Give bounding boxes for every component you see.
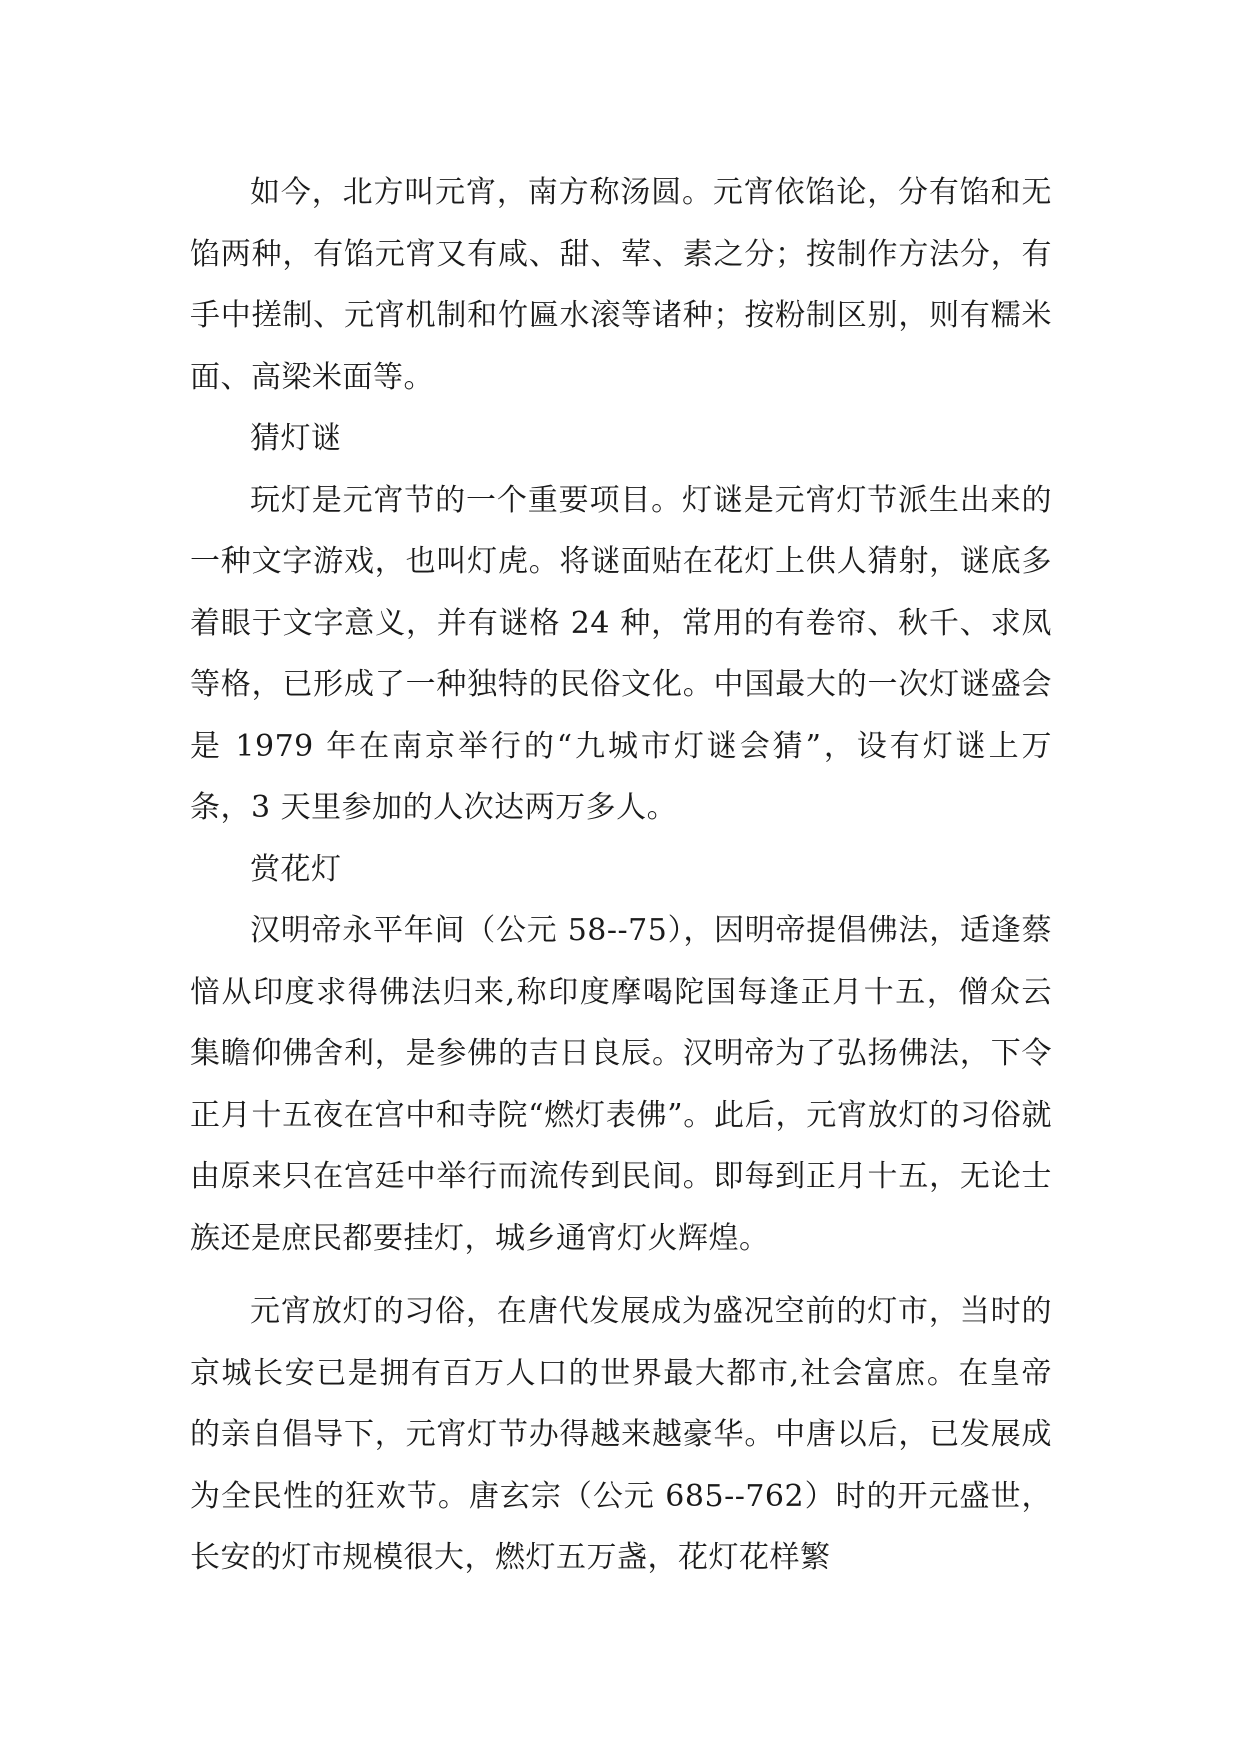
section-heading-viewing-lanterns: 赏花灯 [250,851,342,887]
section-heading-lantern-riddles: 猜灯谜 [250,421,342,456]
document-body [190,162,1052,1589]
paragraph-tang-dynasty: 元宵放灯的习俗，在唐代发展成为盛况空前的灯市，当时的京城长安已是拥有百万人口的世界最大都市,社会富庶。在皇帝的亲自倡导下，元宵灯节办得越来越豪华。中唐以后，已发展成为全民性的狂欢节。唐玄宗（公元 685--762）时的开元盛世，长安的灯市规模很大，燃灯五万盏，花灯花样繁 [190,1294,1052,1575]
paragraph-han-mingdi: 汉明帝永平年间（公元 58--75），因明帝提倡佛法，适逢蔡愔从印度求得佛法归来,称印度摩喝陀国每逢正月十五，僧众云集瞻仰佛舍利，是参佛的吉日良辰。汉明帝为了弘扬佛法，下令正月十五夜在宫中和寺院“燃灯表佛”。此后，元宵放灯的习俗就由原来只在宫廷中举行而流传到民间。即每到正月十五，无论士族还是庶民都要挂灯，城乡通宵灯火辉煌。 [190,913,1052,1256]
paragraph-yuanxiao-types: 如今，北方叫元宵，南方称汤圆。元宵依馅论，分有馅和无馅两种，有馅元宵又有咸、甜、荤、素之分；按制作方法分，有手中搓制、元宵机制和竹匾水滚等诸种；按粉制区别，则有糯米面、高梁米面等。 [190,175,1052,395]
paragraph-lantern-riddles: 玩灯是元宵节的一个重要项目。灯谜是元宵灯节派生出来的一种文字游戏，也叫灯虎。将谜面贴在花灯上供人猜射，谜底多着眼于文字意义，并有谜格 24 种，常用的有卷帘、秋千、求凤等格，已形成了一种独特的民俗文化。中国最大的一次灯谜盛会是 1979 年在南京举行的“九城市灯谜会猜”，设有灯谜上万条，3 天里参加的人次达两万多人。 [190,482,1052,825]
